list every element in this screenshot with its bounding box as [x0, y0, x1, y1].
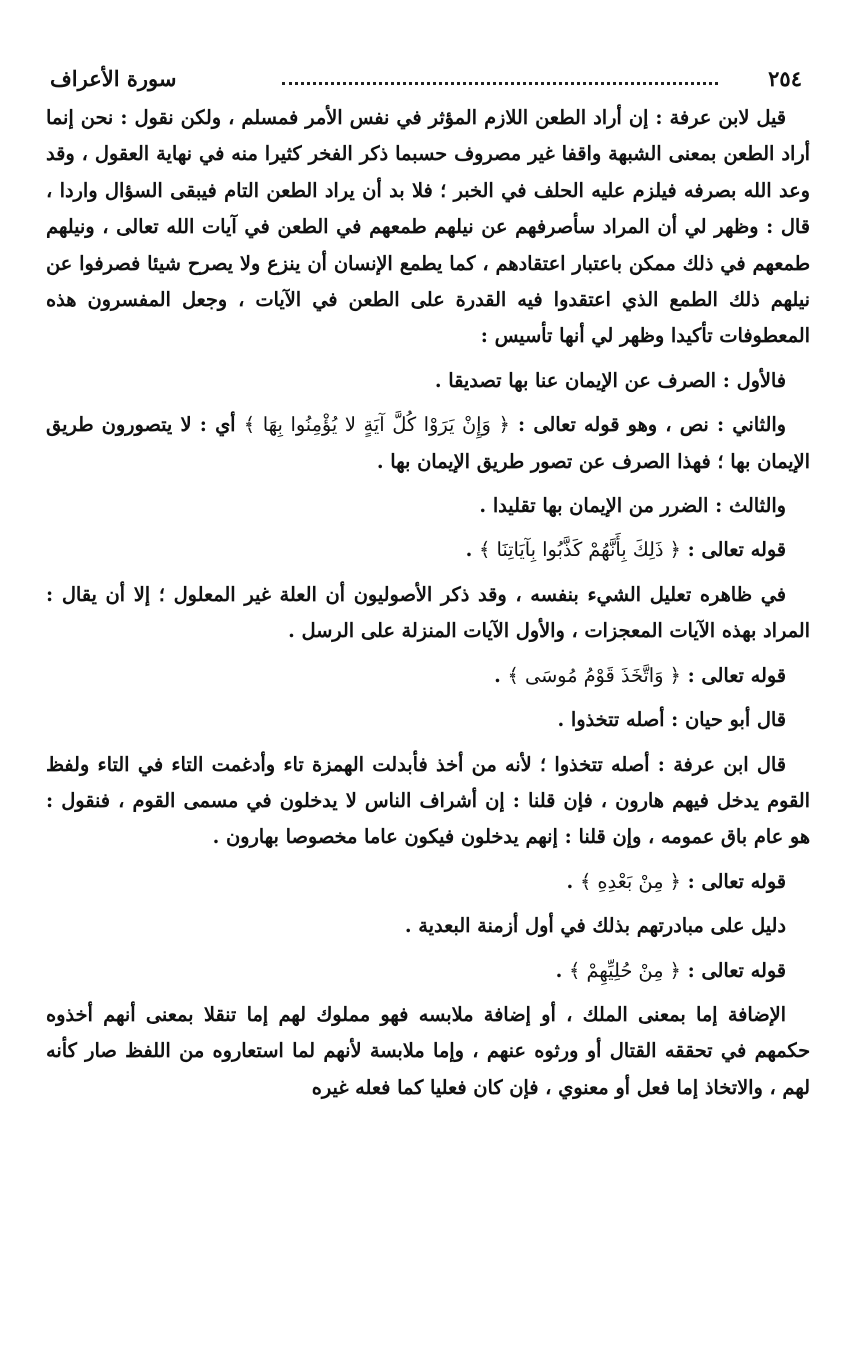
paragraph-text: قوله تعالى :: [680, 869, 786, 893]
paragraph: [46, 658, 810, 694]
running-header: [46, 62, 810, 96]
paragraph: والثالث : الضرر من الإيمان بها تقليدا .: [479, 494, 786, 518]
paragraph-text: قوله تعالى :: [680, 663, 786, 687]
paragraph-text: قوله تعالى :: [680, 538, 786, 562]
paragraph: [46, 532, 810, 568]
surah-title: سورة الأعراف: [50, 66, 177, 91]
page-number: ٢٥٤: [768, 66, 802, 91]
paragraph-text: أي : لا يتصورون طريق الإيمان بها ؛ فهذا الصرف عن تصور طريق الإيمان بها .: [46, 413, 810, 473]
paragraph: قال ابن عرفة : أصله تتخذوا ؛ لأنه من أخذ فأبدلت الهمزة تاء وأدغمت التاء في التاء ولفظ القوم يدخل فيهم هارون ، فإن قلنا : إن أشراف الناس لا يدخلون في مسمى القوم ، فنقول : هو عام باق عمومه ، وإن قلنا : إنهم يدخلون فيكون عاما مخصوصا بهارون .: [46, 752, 810, 849]
quran-verse: ﴿ مِنْ حُلِيِّهِمْ ﴾: [569, 958, 681, 982]
paragraph-text: والثاني : نص ، وهو قوله تعالى :: [509, 413, 786, 437]
paragraph-text: قوله تعالى :: [680, 958, 786, 982]
paragraph: في ظاهره تعليل الشيء بنفسه ، وقد ذكر الأصوليون أن العلة غير المعلول ؛ إلا أن يقال : المراد بهذه الآيات المعجزات ، والأول الآيات المنزلة على الرسل .: [46, 582, 810, 643]
paragraph: فالأول : الصرف عن الإيمان عنا بها تصديقا .: [434, 368, 786, 392]
paragraph: قال أبو حيان : أصله تتخذوا .: [557, 708, 786, 732]
paragraph-text: .: [566, 869, 580, 893]
quran-verse: ﴿ ذَلِكَ بِأَنَّهُمْ كَذَّبُوا بِآيَاتِنَا ﴾: [479, 538, 681, 562]
paragraph-text: .: [555, 958, 570, 982]
paragraph: دليل على مبادرتهم بذلك في أول أزمنة البعدية .: [404, 914, 786, 938]
header-dotted-rule: [282, 82, 718, 85]
paragraph: قيل لابن عرفة : إن أراد الطعن اللازم المؤثر في نفس الأمر فمسلم ، ولكن نقول : نحن إنما أراد الطعن بمعنى الشبهة واقفا غير مصروف حسبما ذكر الفخر كثيرا منه في نهاية العقول ، وقد وعد الله بصرفه فيلزم عليه الحلف في الخبر ؛ فلا بد أن يراد الطعن التام فيبقى السؤال واردا ، قال : وظهر لي أن المراد سأصرفهم عن نيلهم طمعهم في الطعن في آيات الله تعالى ، ونيلهم طمعهم في ذلك ممكن باعتبار اعتقادهم ، كما يطمع الإنسان أن ينزع ولا يصرح شيئا فصرفوا عن نيلهم ذلك الطمع الذي اعتقدوا فيه القدرة على الطعن في الآيات ، وجعل المفسرون هذه المعطوفات تأكيدا وظهر لي أنها تأسيس :: [46, 106, 810, 348]
quran-verse: ﴿ وَاتَّخَذَ قَوْمُ مُوسَى ﴾: [507, 663, 681, 687]
paragraph: [46, 864, 810, 900]
paragraph: [46, 953, 810, 989]
paragraph-text: .: [465, 538, 480, 562]
paragraph-text: .: [494, 663, 508, 687]
quran-verse: ﴿ مِنْ بَعْدِهِ ﴾: [579, 869, 681, 893]
paragraph: [46, 407, 810, 480]
quran-verse: ﴿ وَإِنْ يَرَوْا كُلَّ آيَةٍ لا يُؤْمِنُوا بِهَا ﴾: [243, 413, 510, 437]
page-body: [46, 100, 810, 1106]
paragraph: الإضافة إما بمعنى الملك ، أو إضافة ملابسه فهو مملوك لهم إما تنقلا بمعنى أنهم أخذوه حكمهم في تحققه القتال أو ورثوه عنهم ، وإما ملابسة لأنهم لما استعاروه من اللفظ صار كأنه لهم ، والاتخاذ إما فعل أو معنوي ، فإن كان فعليا كما فعله غيره: [46, 1002, 810, 1099]
